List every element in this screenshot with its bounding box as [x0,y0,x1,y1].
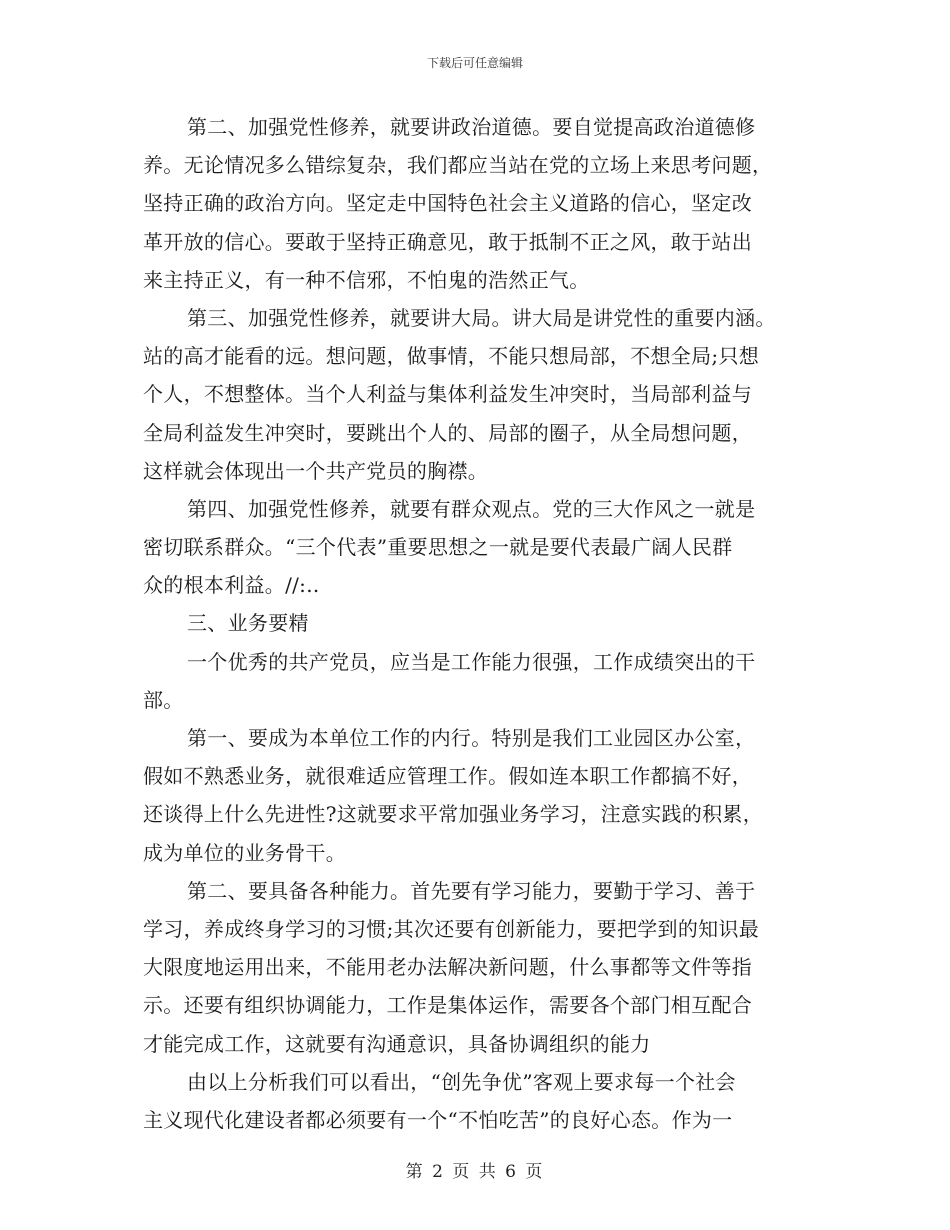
text-line: 第二、要具备各种能力。首先要有学习能力，要勤于学习、善于 [187,878,756,903]
text-line: 部。 [143,687,184,712]
text-line: 密切联系群众。“三个代表”重要思想之一就是要代表最广阔人民群 [143,535,733,560]
text-line: 革开放的信心。要敢于坚持正确意见，敢于抵制不正之风，敢于站出 [143,229,752,254]
text-line: 由以上分析我们可以看出，“创先争优”客观上要求每一个社会 [187,1069,736,1094]
text-line: 第三、加强党性修养，就要讲大局。讲大局是讲党性的重要内涵。 [187,305,776,330]
text-line: 来主持正义，有一种不信邪，不怕鬼的浩然正气。 [143,267,590,292]
text-line: 大限度地运用出来，不能用老办法解决新问题，什么事都等文件等指 [143,955,752,980]
page-footer: 第 2 页 共 6 页 [405,1162,545,1182]
text-line: 假如不熟悉业务，就很难适应管理工作。假如连本职工作都搞不好， [143,764,752,789]
text-line: 个人，不想整体。当个人利益与集体利益发生冲突时，当局部利益与 [143,382,752,407]
text-line: 坚持正确的政治方向。坚定走中国特色社会主义道路的信心，坚定改 [143,191,752,216]
text-line: 第一、要成为本单位工作的内行。特别是我们工业园区办公室， [187,726,756,750]
text-line: 这样就会体现出一个共产党员的胸襟。 [143,458,489,483]
text-line: 三、业务要精 [187,611,309,636]
text-line: 众的根本利益。//:.. [143,573,320,598]
text-line: 第二、加强党性修养，就要讲政治道德。要自觉提高政治道德修 [187,115,756,139]
text-line: 第四、加强党性修养，就要有群众观点。党的三大作风之一就是 [187,496,756,521]
text-line: 全局利益发生冲突时，要跳出个人的、局部的圈子，从全局想问题， [143,420,752,445]
text-line: 主义现代化建设者都必须要有一个“不怕吃苦”的良好心态。作为一 [143,1107,733,1132]
document-body [143,108,813,1139]
text-line: 还谈得上什么先进性?这就要求平常加强业务学习，注意实践的积累， [143,802,764,827]
text-line: 学习，养成终身学习的习惯;其次还要有创新能力，要把学到的知识最 [143,916,760,941]
text-line: 示。还要有组织协调能力，工作是集体运作，需要各个部门相互配合 [143,993,752,1018]
text-line: 养。无论情况多么错综复杂，我们都应当站在党的立场上来思考问题， [143,153,773,178]
text-line: 才能完成工作，这就要有沟通意识，具备协调组织的能力 [143,1031,651,1056]
text-line: 成为单位的业务骨干。 [143,840,346,865]
text-line: 一个优秀的共产党员，应当是工作能力很强，工作成绩突出的干 [187,649,756,674]
text-line: 站的高才能看的远。想问题，做事情，不能只想局部，不想全局;只想 [143,344,760,369]
page-header: 下载后可任意编辑 [426,56,523,70]
